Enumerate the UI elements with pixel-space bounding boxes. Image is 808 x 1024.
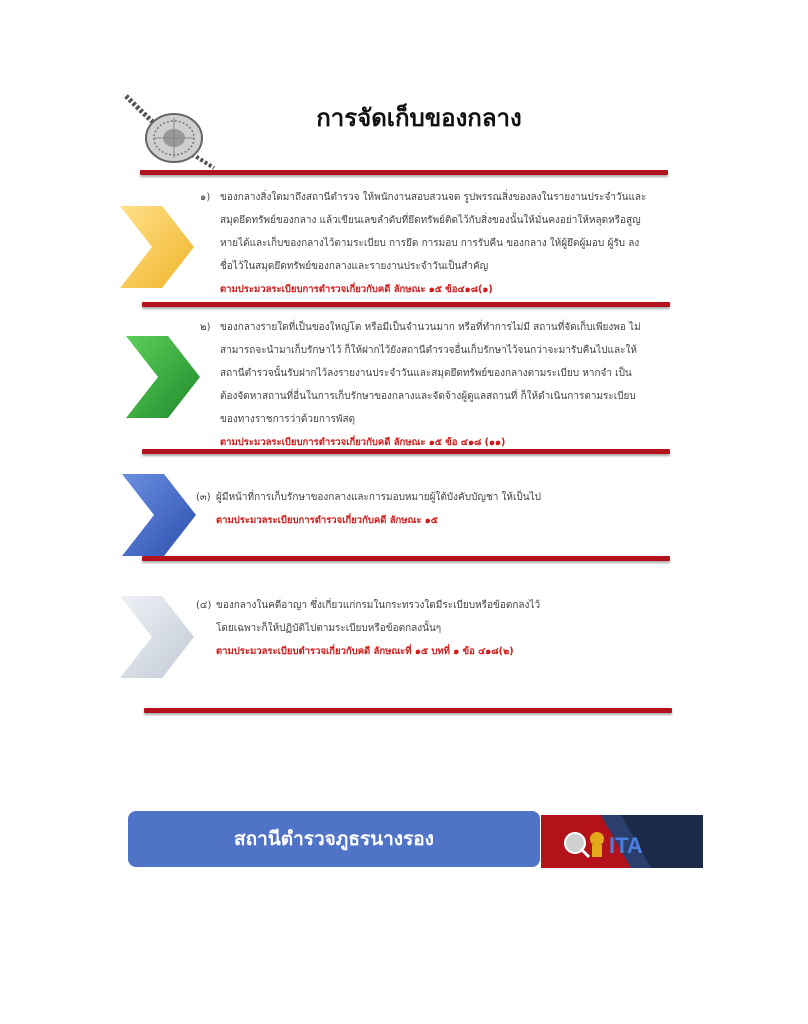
divider-rule <box>142 302 670 307</box>
item-number: (๓) <box>196 492 211 503</box>
ita-text: ITA <box>609 833 643 858</box>
chevron-right-icon <box>120 472 198 558</box>
list-item <box>200 186 646 301</box>
item-text: ของทางราชการว่าด้วยการพัสดุ <box>220 414 356 425</box>
list-item <box>200 316 641 454</box>
regulation-reference: ตามประมวลระเบียบการตำรวจเกี่ยวกับคดี ลักษณะ ๑๕ ข้อ ๔๑๘ (๑๑) <box>220 437 506 448</box>
item-text: โดยเฉพาะก็ให้ปฏิบัติไปตามระเบียบหรือข้อตกลงนั้นๆ <box>216 623 442 634</box>
item-number: (๔) <box>196 600 212 611</box>
item-text: ของกลางรายใดที่เป็นของใหญ่โต หรือมีเป็นจำนวนมาก หรือที่ทำการไม่มี สถานที่จัดเก็บเพียงพอ ไม่ <box>220 322 641 333</box>
regulation-reference: ตามประมวลระเบียบตำรวจเกี่ยวกับคดี ลักษณะที่ ๑๕ บทที่ ๑ ข้อ ๔๑๘(๒) <box>216 646 514 657</box>
regulation-reference: ตามประมวลระเบียบการตำรวจเกี่ยวกับคดี ลักษณะ ๑๕ <box>216 515 438 526</box>
regulation-reference: ตามประมวลระเบียบการตำรวจเกี่ยวกับคดี ลักษณะ ๑๕ ข้อ๔๑๘(๑) <box>220 284 493 295</box>
item-text: สถานีตำรวจนั้นรับฝากไว้ลงรายงานประจำวันและสมุดยึดทรัพย์ของกลางตามระเบียบ หากจำ เป็น <box>220 368 632 379</box>
divider-rule <box>142 556 670 561</box>
divider-rule <box>140 170 668 175</box>
item-text: ต้องจัดหาสถานที่อื่นในการเก็บรักษาของกลางและจัดจ้างผู้ดูแลสถานที่ ก็ให้ดำเนินการตามระเบียบ <box>220 391 636 402</box>
item-number: ๑) <box>200 192 211 203</box>
station-name-banner <box>128 811 540 867</box>
chevron-right-icon <box>118 204 196 290</box>
station-name: สถานีตำรวจภูธรนางรอง <box>234 828 434 850</box>
item-number: ๒) <box>200 322 211 333</box>
item-text: ของกลางสิ่งใดมาถึงสถานีตำรวจ ให้พนักงานสอบสวนจด รูปพรรณสิ่งของลงในรายงานประจำวันและ <box>220 192 647 203</box>
item-text: สามารถจะนำมาเก็บรักษาไว้ ก็ให้ฝากไว้ยังสถานีตำรวจอื่นเก็บรักษาไว้จนกว่าจะมารับคืนไปและให้ <box>220 345 637 356</box>
divider-rule <box>144 708 672 713</box>
item-text: ของกลางในคดีอาญา ซึ่งเกี่ยวแก่กรมในกระทรวงใดมีระเบียบหรือข้อตกลงไว้ <box>216 600 541 611</box>
chevron-right-icon <box>118 594 196 680</box>
list-item <box>196 594 540 663</box>
chevron-right-icon <box>124 334 202 420</box>
item-text: สมุดยึดทรัพย์ของกลาง แล้วเขียนเลขลำดับที่ยึดทรัพย์ติดไว้กับสิ่งของนั้นให้มั่นคงอย่าให้หลุดหรือสูญ <box>220 215 641 226</box>
item-text: ผู้มีหน้าที่การเก็บรักษาของกลางและการมอบหมายผู้ใต้บังคับบัญชา ให้เป็นไป <box>216 492 541 503</box>
item-text: หายได้และเก็บของกลางไว้ตามระเบียบ การยึด การมอบ การรับคืน ของกลาง ให้ผู้ยึดผู้มอบ ผู้รับ ลง <box>220 238 640 249</box>
page-title: การจัดเก็บของกลาง <box>316 104 522 132</box>
ita-logo-icon <box>541 815 703 868</box>
item-text: ชื่อไว้ในสมุดยึดทรัพย์ของกลางและรายงานประจำวันเป็นสำคัญ <box>220 261 489 272</box>
list-item <box>196 486 541 532</box>
